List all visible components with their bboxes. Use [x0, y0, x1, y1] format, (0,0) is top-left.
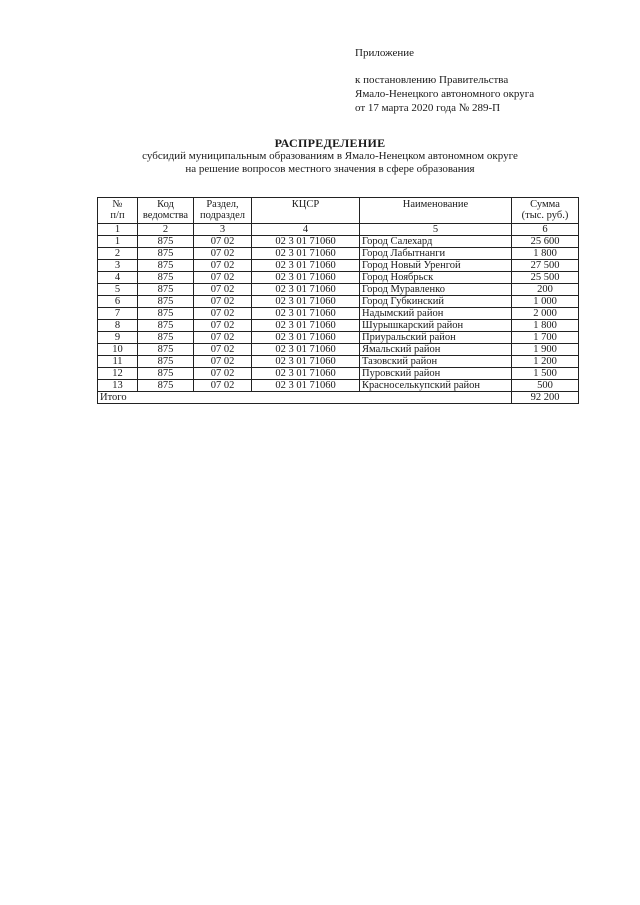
- cell-name: Город Муравленко: [360, 284, 512, 296]
- cell-code: 875: [138, 284, 194, 296]
- cell-kcsr: 02 3 01 71060: [252, 332, 360, 344]
- cell-sum: 1 200: [512, 356, 579, 368]
- cell-name: Город Ноябрьск: [360, 272, 512, 284]
- cell-kcsr: 02 3 01 71060: [252, 260, 360, 272]
- cell-section: 07 02: [194, 356, 252, 368]
- cell-code: 875: [138, 248, 194, 260]
- table-row: [98, 320, 579, 332]
- header-num-line-1: №: [112, 199, 123, 210]
- cell-section: 07 02: [194, 260, 252, 272]
- cell-num: 10: [98, 344, 138, 356]
- cell-sum: 25 500: [512, 272, 579, 284]
- table-row: [98, 368, 579, 380]
- header-sum-line-2: (тыс. руб.): [521, 210, 569, 221]
- cell-num: 12: [98, 368, 138, 380]
- cell-name: Город Губкинский: [360, 296, 512, 308]
- cell-name: Шурышкарский район: [360, 320, 512, 332]
- cell-code: 875: [138, 260, 194, 272]
- cell-section: 07 02: [194, 332, 252, 344]
- cell-sum: 1 900: [512, 344, 579, 356]
- cell-num: 4: [98, 272, 138, 284]
- appendix-line-1: к постановлению Правительства: [355, 74, 509, 86]
- cell-kcsr: 02 3 01 71060: [252, 296, 360, 308]
- appendix-line-2: Ямало-Ненецкого автономного округа: [355, 88, 535, 100]
- table-row: [98, 236, 579, 248]
- cell-name: Город Лабытнанги: [360, 248, 512, 260]
- cell-name: Тазовский район: [360, 356, 512, 368]
- header-section: [194, 198, 252, 224]
- cell-kcsr: 02 3 01 71060: [252, 344, 360, 356]
- cell-code: 875: [138, 356, 194, 368]
- document-subtitle-1: субсидий муниципальным образованиям в Ямало-Ненецком автономном округе: [142, 150, 518, 162]
- col-number: 3: [194, 224, 252, 236]
- table-row: [98, 284, 579, 296]
- table-row: [98, 308, 579, 320]
- cell-code: 875: [138, 380, 194, 392]
- cell-sum: 27 500: [512, 260, 579, 272]
- cell-section: 07 02: [194, 236, 252, 248]
- table-row: [98, 296, 579, 308]
- cell-kcsr: 02 3 01 71060: [252, 308, 360, 320]
- cell-sum: 1 500: [512, 368, 579, 380]
- cell-num: 9: [98, 332, 138, 344]
- col-number: 4: [252, 224, 360, 236]
- document-subtitle-2: на решение вопросов местного значения в сфере образования: [185, 163, 475, 175]
- cell-section: 07 02: [194, 248, 252, 260]
- cell-code: 875: [138, 272, 194, 284]
- cell-num: 3: [98, 260, 138, 272]
- table-row: [98, 380, 579, 392]
- cell-kcsr: 02 3 01 71060: [252, 356, 360, 368]
- header-name: Наименование: [360, 198, 512, 224]
- cell-kcsr: 02 3 01 71060: [252, 368, 360, 380]
- appendix-title: Приложение: [355, 47, 415, 59]
- cell-name: Надымский район: [360, 308, 512, 320]
- cell-kcsr: 02 3 01 71060: [252, 248, 360, 260]
- cell-sum: 200: [512, 284, 579, 296]
- cell-section: 07 02: [194, 368, 252, 380]
- cell-sum: 1 000: [512, 296, 579, 308]
- cell-num: 7: [98, 308, 138, 320]
- document-title: РАСПРЕДЕЛЕНИЕ: [274, 136, 386, 150]
- cell-kcsr: 02 3 01 71060: [252, 236, 360, 248]
- cell-name: Красноселькупский район: [360, 380, 512, 392]
- table-header-row: [98, 198, 579, 224]
- total-label: Итого: [98, 392, 512, 404]
- cell-sum: 25 600: [512, 236, 579, 248]
- cell-kcsr: 02 3 01 71060: [252, 284, 360, 296]
- header-code: [138, 198, 194, 224]
- table-row: [98, 248, 579, 260]
- cell-num: 6: [98, 296, 138, 308]
- cell-name: Город Салехард: [360, 236, 512, 248]
- col-number: 2: [138, 224, 194, 236]
- cell-code: 875: [138, 332, 194, 344]
- col-number: 5: [360, 224, 512, 236]
- header-code-line-2: ведомства: [142, 210, 189, 221]
- cell-section: 07 02: [194, 344, 252, 356]
- header-sum-line-1: Сумма: [530, 199, 560, 210]
- cell-code: 875: [138, 308, 194, 320]
- header-num: [98, 198, 138, 224]
- cell-code: 875: [138, 320, 194, 332]
- cell-sum: 1 800: [512, 320, 579, 332]
- cell-name: Пуровский район: [360, 368, 512, 380]
- document-heading: [80, 137, 580, 176]
- cell-section: 07 02: [194, 320, 252, 332]
- cell-kcsr: 02 3 01 71060: [252, 320, 360, 332]
- cell-code: 875: [138, 296, 194, 308]
- header-num-line-2: п/п: [110, 210, 125, 221]
- col-number: 6: [512, 224, 579, 236]
- appendix-line-3: от 17 марта 2020 года № 289-П: [355, 102, 501, 114]
- header-section-line-2: подраздел: [199, 210, 246, 221]
- cell-section: 07 02: [194, 284, 252, 296]
- cell-sum: 1 700: [512, 332, 579, 344]
- cell-section: 07 02: [194, 308, 252, 320]
- cell-section: 07 02: [194, 296, 252, 308]
- distribution-table: [97, 197, 579, 404]
- total-row: [98, 392, 579, 404]
- cell-section: 07 02: [194, 272, 252, 284]
- cell-section: 07 02: [194, 380, 252, 392]
- cell-code: 875: [138, 236, 194, 248]
- total-sum: 92 200: [512, 392, 579, 404]
- col-number: 1: [98, 224, 138, 236]
- header-code-line-1: Код: [157, 199, 174, 210]
- table-row: [98, 344, 579, 356]
- cell-name: Приуральский район: [360, 332, 512, 344]
- header-section-line-1: Раздел,: [206, 199, 239, 210]
- table-body: [98, 236, 579, 392]
- cell-code: 875: [138, 368, 194, 380]
- cell-name: Ямальский район: [360, 344, 512, 356]
- header-kcsr: КЦСР: [252, 198, 360, 224]
- cell-num: 13: [98, 380, 138, 392]
- table-row: [98, 356, 579, 368]
- table-row: [98, 260, 579, 272]
- cell-num: 8: [98, 320, 138, 332]
- cell-num: 11: [98, 356, 138, 368]
- header-sum: [512, 198, 579, 224]
- cell-num: 1: [98, 236, 138, 248]
- cell-sum: 2 000: [512, 308, 579, 320]
- cell-kcsr: 02 3 01 71060: [252, 380, 360, 392]
- table-row: [98, 332, 579, 344]
- cell-sum: 500: [512, 380, 579, 392]
- cell-sum: 1 800: [512, 248, 579, 260]
- appendix-block: [355, 46, 534, 115]
- column-number-row: [98, 224, 579, 236]
- cell-num: 5: [98, 284, 138, 296]
- cell-kcsr: 02 3 01 71060: [252, 272, 360, 284]
- cell-num: 2: [98, 248, 138, 260]
- cell-name: Город Новый Уренгой: [360, 260, 512, 272]
- cell-code: 875: [138, 344, 194, 356]
- table-row: [98, 272, 579, 284]
